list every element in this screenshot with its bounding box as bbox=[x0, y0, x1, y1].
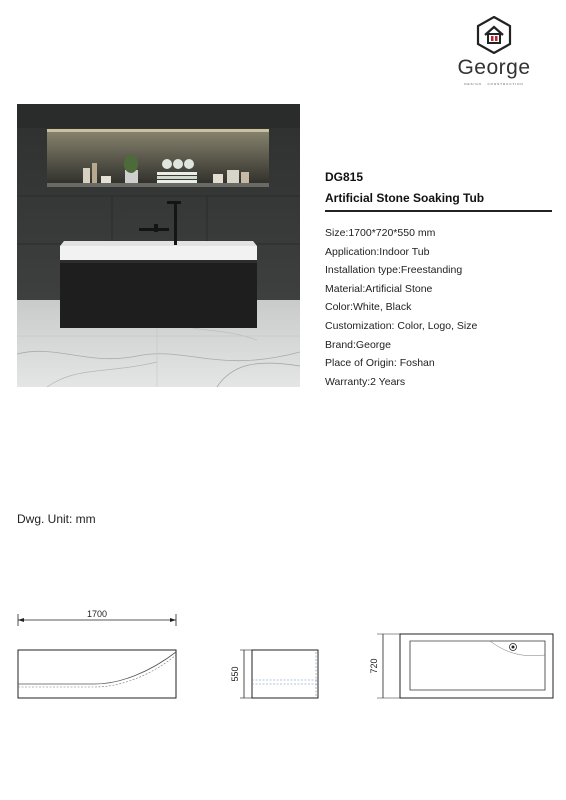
spec-customization: Customization: Color, Logo, Size bbox=[325, 319, 478, 332]
brand-subtitle: DESIGN · CONSTRUCTION bbox=[464, 82, 524, 86]
product-title: Artificial Stone Soaking Tub bbox=[325, 191, 485, 205]
spec-size: Size:1700*720*550 mm bbox=[325, 227, 436, 239]
brand-logo bbox=[452, 16, 536, 88]
title-divider bbox=[325, 210, 552, 212]
technical-drawing bbox=[0, 600, 566, 710]
width-dimension: 720 bbox=[369, 658, 379, 674]
brand-name: George bbox=[457, 56, 531, 79]
model-number: DG815 bbox=[325, 170, 364, 184]
height-dimension: 550 bbox=[230, 666, 240, 682]
spec-list bbox=[325, 224, 553, 391]
spec-material: Material:Artificial Stone bbox=[325, 282, 433, 295]
drawing-unit-label: Dwg. Unit: mm bbox=[17, 512, 96, 526]
length-dimension: 1700 bbox=[86, 609, 108, 619]
spec-place-of-origin: Place of Origin: Foshan bbox=[325, 357, 435, 370]
spec-application: Application:Indoor Tub bbox=[325, 245, 430, 258]
spec-brand: Brand:George bbox=[325, 338, 391, 351]
spec-panel bbox=[325, 170, 553, 391]
top-view bbox=[369, 634, 553, 698]
product-photo bbox=[17, 104, 300, 387]
house-hexagon-icon bbox=[476, 16, 512, 54]
spec-installation-type: Installation type:Freestanding bbox=[325, 264, 463, 277]
spec-warranty: Warranty:2 Years bbox=[325, 375, 406, 388]
side-view bbox=[18, 609, 176, 698]
spec-color: Color:White, Black bbox=[325, 301, 412, 314]
end-view bbox=[230, 650, 318, 698]
